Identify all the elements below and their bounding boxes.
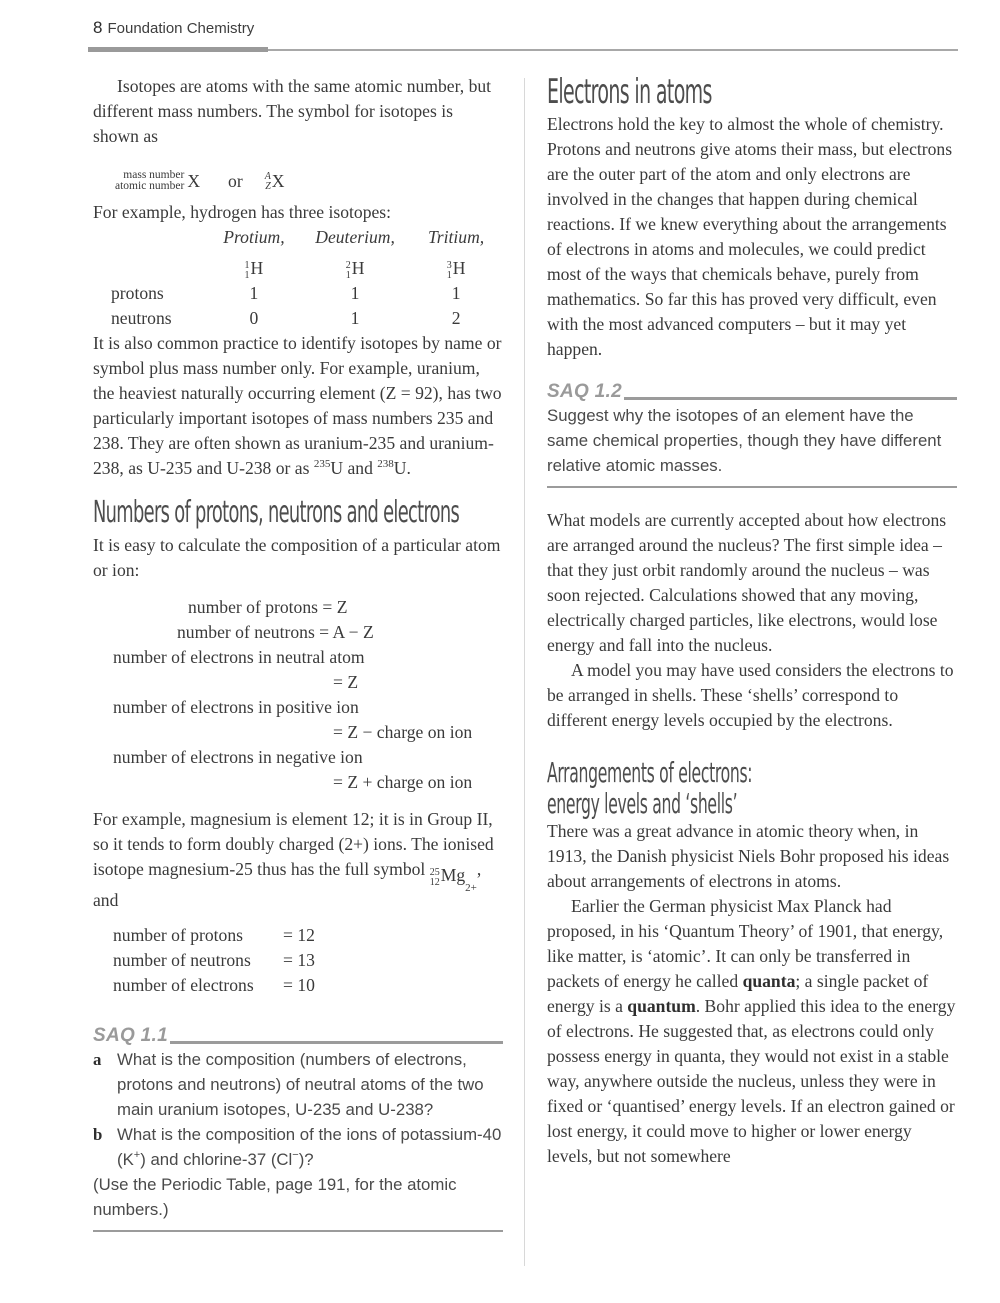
isotope-name: Protium, <box>223 227 285 247</box>
subheading-arrangements: Arrangements of electrons: energy levels and ‘shells’ <box>547 756 753 820</box>
formula-protons: number of protons = Z <box>188 597 348 617</box>
table-row <box>111 225 503 250</box>
row-label: neutrons <box>111 308 172 328</box>
saq-question-b: b What is the composition of the ions of potassium-40 (K+) and chlorine-37 (Cl−)? <box>93 1125 502 1169</box>
shells-paragraph: A model you may have used considers the electrons to be arranged in shells. These ‘shells’ correspond to different energy levels occupied by the electrons. <box>547 660 954 730</box>
hydrogen-isotope-table <box>111 225 503 331</box>
notation-stack-letters <box>265 172 271 192</box>
keyword-quanta: quanta <box>742 971 796 991</box>
magnesium-composition-list <box>93 923 503 998</box>
formula-neutral-label: number of electrons in neutral atom <box>113 647 365 667</box>
table-cell: 1 <box>249 283 259 303</box>
element-symbol: X <box>187 171 201 191</box>
saq-1-2-box <box>547 380 957 488</box>
saq-rule <box>624 397 957 400</box>
models-paragraph: What models are currently accepted about how electrons are arranged around the nucleus? The first simple idea – that they just orbit randomly around the nucleus – was soon rejected. Calculations showed that any moving, electrically charged particles, like electrons, would lose energy and fall into the nucleus. <box>547 510 947 655</box>
planck-paragraph: Earlier the German physicist Max Planck had proposed, in his ‘Quantum Theory’ of 1901, that energy, like matter, is ‘atomic’. It can only be transferred in packets of energy he called quanta; a single packet of energy is a quantum. Bohr applied this idea to the energy of electrons. He suggested that, as electrons could only possess energy in quanta, they would not exist in a stable way, anywhere outside the nucleus, unless they were in fixed or ‘quantised’ energy levels. If an electron gained or lost energy, it could move to higher or lower energy levels, but not somewhere <box>547 896 956 1166</box>
hydrogen-intro: For example, hydrogen has three isotopes: <box>93 202 392 222</box>
isotope-symbol: 1 1 H <box>244 258 264 281</box>
bohr-paragraph: There was a great advance in atomic theory when, in 1913, the Danish physicist Niels Bohr proposed his ideas about arrangements of electrons in atoms. <box>547 821 950 891</box>
running-head <box>93 18 254 38</box>
table-row <box>111 281 503 306</box>
list-item: number of protons = 12 <box>113 925 315 945</box>
formula-neutrons: number of neutrons = A − Z <box>177 622 374 642</box>
column-divider <box>524 78 525 1266</box>
isotope-naming-paragraph: It is also common practice to identify isotopes by name or symbol plus mass number only. For example, uranium, the heaviest naturally occurring element (Z = 92), has two particularly important isotopes of mass numbers 235 and 238. They are often shown as uranium-235 and uranium-238, as U-235 and U-238 or as $^{235}$U and $^{238}$U. <box>93 333 502 478</box>
formula-positive-value: = Z − charge on ion <box>333 722 473 742</box>
table-cell: 1 <box>451 283 461 303</box>
saq-question: Suggest why the isotopes of an element have the same chemical properties, though they have different relative atomic masses. <box>547 406 942 475</box>
section-heading-electrons: Electrons in atoms <box>547 72 712 112</box>
table-cell: 0 <box>249 308 259 328</box>
list-item: number of neutrons = 13 <box>113 950 315 970</box>
formula-block <box>93 595 503 795</box>
isotope-notation <box>115 162 503 192</box>
formula-positive-label: number of electrons in positive ion <box>113 697 359 717</box>
saq-title: SAQ 1.2 <box>547 381 622 402</box>
saq-end-rule <box>547 486 957 488</box>
electrons-intro-paragraph: Electrons hold the key to almost the whole of chemistry. Protons and neutrons give atoms their mass, but electrons are the outer part of the atom and only electrons are involved in the changes that happen during chemical reactions. If we knew everything about the arrangements of electrons in atoms and molecules, we could predict most of the ways that chemicals behave, purely from mathematics. So far this has proved very difficult, even with the most advanced computers – but it may yet happen. <box>547 114 953 359</box>
table-cell: 1 <box>350 283 360 303</box>
mass-number-label: mass number <box>123 169 185 181</box>
isotope-symbol: 3 1 H <box>446 258 466 281</box>
section-heading-numbers: Numbers of protons, neutrons and electrons <box>93 495 460 530</box>
saq-rule <box>170 1041 503 1044</box>
keyword-quantum: quantum <box>627 996 696 1016</box>
magnesium-symbol: 25 12 Mg 2+ <box>429 865 477 894</box>
Z-label: Z <box>265 181 271 192</box>
table-cell: 2 <box>451 308 461 328</box>
isotope-symbol: 2 1 H <box>345 258 365 281</box>
table-row <box>111 250 503 281</box>
header-rule-thin <box>268 49 958 51</box>
isotope-intro-paragraph: Isotopes are atoms with the same atomic number, but different mass numbers. The symbol for isotopes is shown as <box>93 76 492 146</box>
table-row <box>111 306 503 331</box>
list-item: number of electrons = 10 <box>113 975 315 995</box>
header-rule-thick <box>88 47 268 52</box>
book-title: Foundation Chemistry <box>107 20 255 37</box>
notation-stack-words <box>115 170 184 192</box>
saq-title: SAQ 1.1 <box>93 1025 168 1046</box>
page-number: 8 <box>93 18 103 37</box>
A-label: A <box>264 171 271 182</box>
notation-or: or <box>228 171 243 191</box>
magnesium-paragraph: For example, magnesium is element 12; it is in Group II, so it tends to form doubly charged (2+) ions. The ionised isotope magnesium-25 thus has the full symbol 25 12 Mg 2+ , and <box>93 809 494 910</box>
isotope-name: Deuterium, <box>315 227 395 247</box>
formula-negative-value: = Z + charge on ion <box>333 772 473 792</box>
saq-note: (Use the Periodic Table, page 191, for the atomic numbers.) <box>93 1175 457 1219</box>
saq-question-a: a What is the composition (numbers of electrons, protons and neutrons) of neutral atoms of the two main uranium isotopes, U-235 and U-238? <box>93 1050 484 1119</box>
atomic-number-label: atomic number <box>115 180 185 192</box>
composition-intro: It is easy to calculate the composition of a particular atom or ion: <box>93 535 501 580</box>
saq-end-rule <box>93 1230 503 1232</box>
element-symbol-short: X <box>271 171 285 191</box>
isotope-name: Tritium, <box>427 227 485 247</box>
formula-neutral-value: = Z <box>333 672 359 692</box>
row-label: protons <box>111 283 164 303</box>
formula-negative-label: number of electrons in negative ion <box>113 747 363 767</box>
saq-1-1-box <box>93 1024 503 1232</box>
table-cell: 1 <box>350 308 360 328</box>
right-column <box>547 74 957 1169</box>
left-column <box>93 74 503 1232</box>
